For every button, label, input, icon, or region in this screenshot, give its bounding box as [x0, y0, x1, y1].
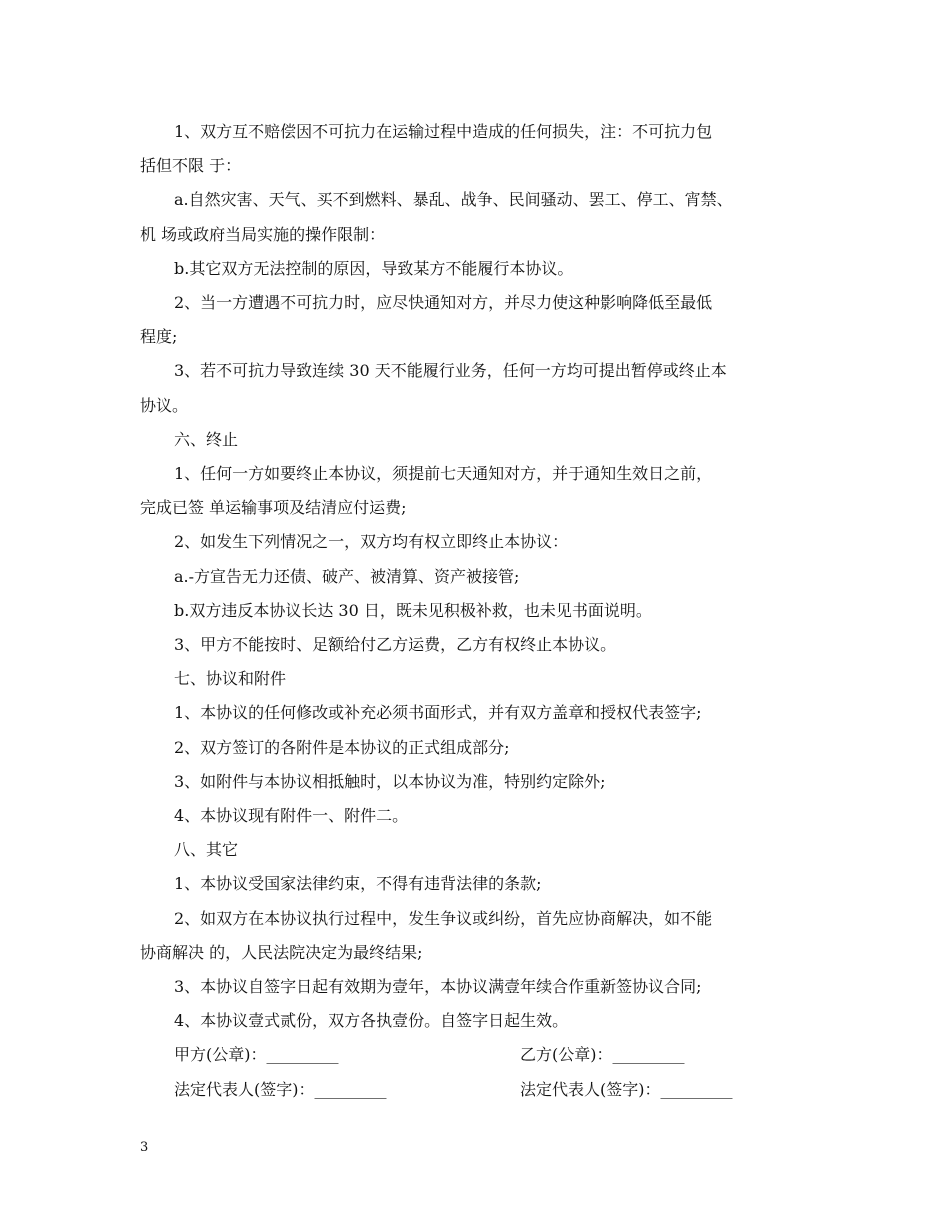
text-line: 2、如双方在本协议执行过程中，发生争议或纠纷，首先应协商解决，如不能	[174, 908, 713, 928]
text-line: 3、本协议自签字日起有效期为壹年，本协议满壹年续合作重新签协议合同;	[174, 977, 702, 997]
text-line: 机 场或政府当局实施的操作限制：	[140, 224, 386, 244]
document-body	[140, 115, 830, 1107]
party-b-seal-field: 乙方(公章)：_________	[520, 1045, 685, 1065]
text-line: 1、本协议受国家法律约束，不得有违背法律的条款;	[174, 874, 542, 894]
text-line: 协商解决 的，人民法院决定为最终结果;	[140, 942, 423, 962]
party-b-representative-field: 法定代表人(签字)：_________	[520, 1079, 733, 1099]
text-line: 4、本协议现有附件一、附件二。	[174, 806, 409, 826]
text-line: 2、双方签订的各附件是本协议的正式组成部分;	[174, 737, 510, 757]
text-line: a.-方宣告无力还债、破产、被清算、资产被接管;	[174, 566, 520, 586]
text-line: b.双方违反本协议长达 30 日，既未见积极补救，也未见书面说明。	[174, 600, 652, 620]
signature-row-seal	[140, 1038, 830, 1072]
text-line: 2、如发生下列情况之一，双方均有权立即终止本协议：	[174, 532, 569, 552]
text-line: 4、本协议壹式贰份，双方各执壹份。自签字日起生效。	[174, 1011, 569, 1031]
text-line: a.自然灾害、天气、买不到燃料、暴乱、战争、民间骚动、罢工、停工、宵禁、	[174, 190, 733, 210]
party-a-representative-field: 法定代表人(签字)：_________	[174, 1079, 387, 1099]
section-heading: 六、终止	[174, 429, 239, 449]
section-heading: 七、协议和附件	[174, 669, 287, 689]
text-line: 1、双方互不赔偿因不可抗力在运输过程中造成的任何损失，注：不可抗力包	[174, 122, 713, 141]
text-line: 协议。	[140, 395, 189, 415]
section-heading: 八、其它	[174, 840, 239, 860]
party-a-seal-field: 甲方(公章)：_________	[174, 1045, 339, 1065]
text-line: 2、当一方遭遇不可抗力时，应尽快通知对方，并尽力使这种影响降低至最低	[174, 293, 713, 313]
text-line: 3、若不可抗力导致连续 30 天不能履行业务，任何一方均可提出暂停或终止本	[174, 361, 727, 381]
text-line: 1、任何一方如要终止本协议，须提前七天通知对方，并于通知生效日之前，	[174, 464, 713, 484]
signature-row-representative	[140, 1073, 830, 1107]
text-line: 3、如附件与本协议相抵触时，以本协议为准，特别约定除外;	[174, 771, 606, 791]
text-line: b.其它双方无法控制的原因，导致某方不能履行本协议。	[174, 258, 574, 278]
text-line: 3、甲方不能按时、足额给付乙方运费，乙方有权终止本协议。	[174, 635, 617, 655]
text-line: 括但不限 于：	[140, 156, 242, 176]
text-line: 程度;	[140, 327, 178, 347]
text-line: 完成已签 单运输事项及结清应付运费;	[140, 498, 407, 518]
text-line: 1、本协议的任何修改或补充必须书面形式，并有双方盖章和授权代表签字;	[174, 703, 702, 723]
page-number: 3	[140, 1140, 149, 1155]
